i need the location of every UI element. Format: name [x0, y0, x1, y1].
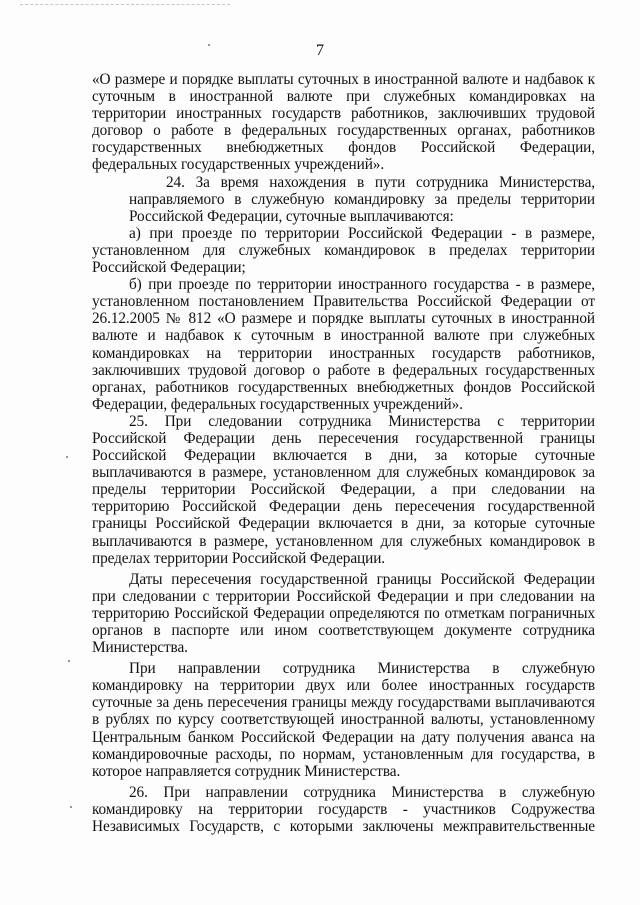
- text-line: пределах территории Российской Федерации.: [92, 549, 386, 567]
- text-line: командировку на территории двух или более иностранных государств: [92, 677, 595, 695]
- document-body: [92, 71, 595, 835]
- text-line: в рублях по курсу соответствующей иностранной валюты, установленному: [92, 711, 595, 729]
- text-line: б) при проезде по территории иностранного государства - в размере,: [129, 276, 595, 294]
- text-line: территории иностранных государств работников, заключивших трудовой: [92, 105, 595, 123]
- paragraph: [92, 276, 595, 413]
- text-line: Даты пересечения государственной границы Российской Федерации: [129, 570, 595, 588]
- text-line: которое направляется сотрудник Министерства.: [92, 762, 401, 780]
- text-line: при следовании с территории Российской Федерации и при следовании на: [92, 587, 595, 605]
- text-line: установленном для служебных командировок в пределах территории: [92, 241, 595, 259]
- text-line: Центральным банком Российской Федерации на дату получения аванса на: [92, 728, 595, 746]
- scan-speck: [66, 456, 68, 458]
- text-line: Министерства.: [92, 639, 188, 657]
- paragraph: [92, 413, 595, 567]
- paragraph: [92, 784, 595, 835]
- paragraph: [92, 71, 595, 174]
- paragraph: [92, 571, 595, 656]
- page-number: 7: [316, 42, 324, 59]
- text-line: направляемого в служебную командировку за пределы территории: [129, 190, 595, 208]
- text-line: При направлении сотрудника Министерства в служебную: [129, 660, 595, 678]
- text-line: границы Российской Федерации включается в дни, за которые суточные: [92, 515, 595, 533]
- scan-speck: [70, 806, 72, 808]
- paragraph: [92, 660, 595, 780]
- text-line: органов в паспорте или ином соответствующем документе сотрудника: [92, 622, 595, 639]
- text-line: суточные за день пересечения границы между государствами выплачиваются: [92, 694, 595, 712]
- text-line: командировку на территории государств - участников Содружества: [92, 800, 595, 818]
- text-line: командировочные расходы, по нормам, установленным для государства, в: [92, 745, 595, 763]
- text-line: командировках на территории иностранных государств работников,: [92, 344, 595, 362]
- scan-speck: [68, 660, 70, 662]
- text-line: территорию Российской Федерации день пересечения государственной: [92, 498, 595, 516]
- text-line: Российской Федерации, суточные выплачиваются:: [129, 207, 454, 225]
- text-line: 26.12.2005 № 812 «О размере и порядке выплаты суточных в иностранной: [92, 310, 595, 328]
- text-line: 25. При следовании сотрудника Министерства с территории: [129, 412, 595, 430]
- text-line: 26. При направлении сотрудника Министерства в служебную: [129, 783, 595, 801]
- text-line: договор о работе в федеральных государственных органах, работников: [92, 122, 595, 140]
- text-line: 24. За время нахождения в пути сотрудника Министерства,: [166, 173, 595, 191]
- text-line: выплачиваются в размере, установленном для служебных командировок за: [92, 464, 595, 482]
- text-line: Российской Федерации включается в дни, за которые суточные: [92, 447, 595, 465]
- text-line: территорию Российской Федерации определяются по отметкам пограничных: [92, 604, 595, 622]
- text-line: федеральных государственных учреждений».: [92, 156, 385, 174]
- text-line: суточным в иностранной валюте при служебных командировках на: [92, 88, 595, 106]
- text-line: Российской Федерации;: [92, 259, 246, 277]
- text-line: Независимых Государств, с которыми заключены межправительственные: [92, 818, 595, 836]
- text-line: а) при проезде по территории Российской Федерации - в размере,: [129, 224, 595, 242]
- text-line: валюте и надбавок к суточным в иностранной валюте при служебных: [92, 327, 595, 345]
- text-line: пределы территории Российской Федерации, а при следовании на: [92, 481, 595, 499]
- paragraph: [92, 174, 595, 225]
- text-line: государственных внебюджетных фондов Российской Федерации,: [92, 139, 595, 157]
- text-line: установленном постановлением Правительства Российской Федерации от: [92, 293, 595, 311]
- scan-header-marks: [20, 4, 230, 9]
- text-line: «О размере и порядке выплаты суточных в иностранной валюте и надбавок к: [92, 71, 595, 88]
- text-line: органах, работников государственных внебюджетных фондов Российской: [92, 378, 595, 396]
- paragraph: [92, 225, 595, 276]
- text-line: Российской Федерации день пересечения государственной границы: [92, 429, 595, 447]
- text-line: Федерации, федеральных государственных учреждений».: [92, 395, 463, 413]
- text-line: выплачиваются в размере, установленном для служебных командировок в: [92, 532, 595, 550]
- text-line: заключивших трудовой договор о работе в федеральных государственных: [92, 361, 595, 379]
